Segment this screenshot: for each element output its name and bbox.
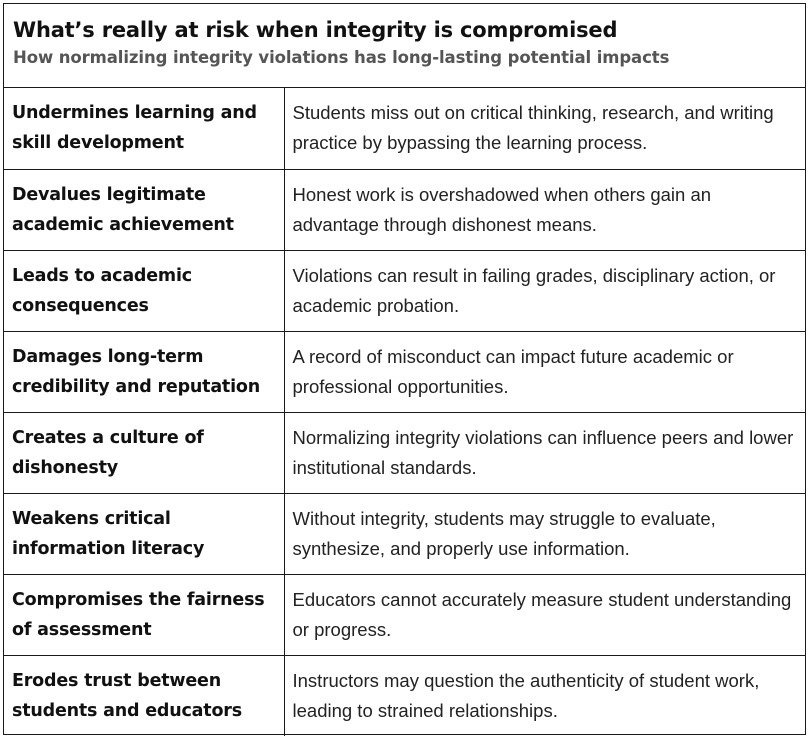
- table-row: [4, 412, 805, 493]
- page-subtitle: How normalizing integrity violations has long-lasting potential impacts: [13, 48, 670, 67]
- risk-table: [4, 88, 805, 736]
- risk-cell: Devalues legitimate academic achievement: [4, 169, 284, 250]
- table-header: [4, 4, 805, 88]
- risk-cell: Damages long-term credibility and reputation: [4, 331, 284, 412]
- description-cell: Normalizing integrity violations can influence peers and lower institutional standards.: [284, 412, 805, 493]
- risk-cell: Erodes trust between students and educators: [4, 655, 284, 736]
- table-row: [4, 169, 805, 250]
- description-cell: Instructors may question the authenticity of student work, leading to strained relationships.: [284, 655, 805, 736]
- table-row: [4, 250, 805, 331]
- risk-cell: Undermines learning and skill development: [4, 88, 284, 169]
- table-row: [4, 493, 805, 574]
- description-cell: Students miss out on critical thinking, research, and writing practice by bypassing the learning process.: [292, 102, 774, 154]
- risk-cell: Compromises the fairness of assessment: [4, 574, 284, 655]
- risk-cell: Creates a culture of dishonesty: [4, 412, 284, 493]
- table-row: [4, 331, 805, 412]
- description-cell: Honest work is overshadowed when others gain an advantage through dishonest means.: [284, 169, 805, 250]
- description-cell: A record of misconduct can impact future academic or professional opportunities.: [284, 331, 805, 412]
- page-title: What’s really at risk when integrity is compromised: [13, 18, 618, 42]
- description-cell: Violations can result in failing grades, disciplinary action, or academic probation.: [284, 250, 805, 331]
- risk-table-card: [3, 3, 806, 735]
- table-row: [4, 574, 805, 655]
- table-row: [4, 655, 805, 736]
- description-cell: Without integrity, students may struggle to evaluate, synthesize, and properly use information.: [284, 493, 805, 574]
- risk-cell: Weakens critical information literacy: [4, 493, 284, 574]
- description-cell: Educators cannot accurately measure student understanding or progress.: [284, 574, 805, 655]
- risk-cell: Leads to academic consequences: [4, 250, 284, 331]
- table-row: [4, 88, 805, 169]
